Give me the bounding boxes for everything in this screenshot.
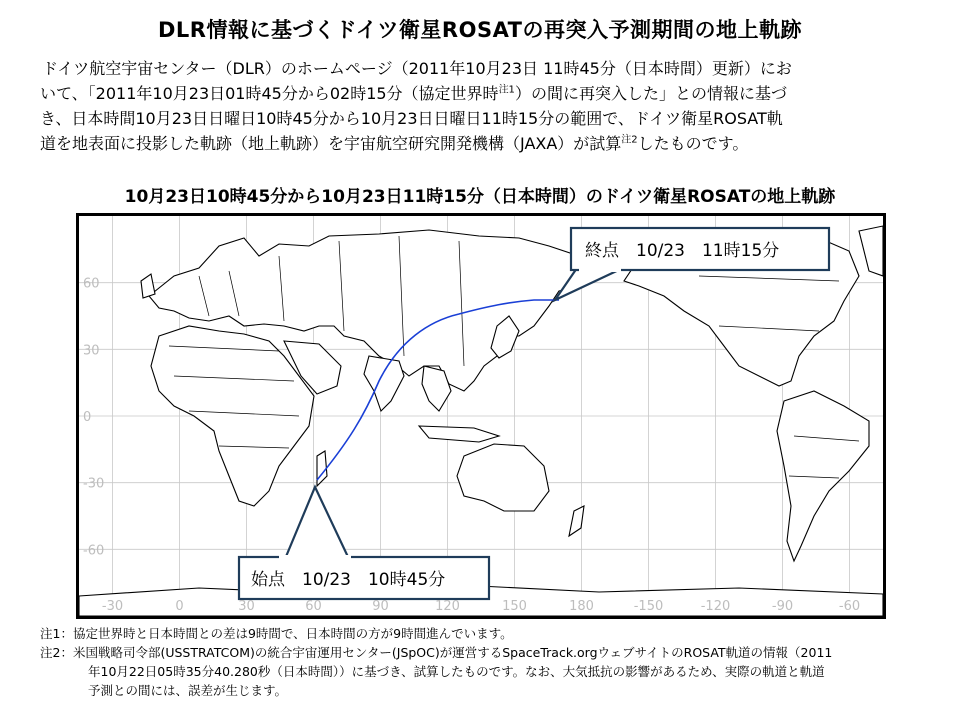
footnote-1 <box>40 624 940 643</box>
latitude-labels <box>83 277 104 559</box>
latitude-label: -60 <box>83 543 105 559</box>
footnote-ref-1: 注1 <box>498 84 515 96</box>
longitude-label: 30 <box>238 599 255 614</box>
australia-landmass <box>457 444 549 511</box>
latitude-label: 30 <box>83 343 100 359</box>
longitude-label: -60 <box>838 599 861 614</box>
greenland-landmass <box>859 226 883 276</box>
intro-line-1: ドイツ航空宇宙センター（DLR）のホームページ（2011年10月23日 11時45分（日本時間）更新）にお <box>42 59 792 78</box>
latitude-label: -30 <box>83 476 105 492</box>
footnote-2-line-2: 年10月22日05時35分40.280秒（日本時間））に基づき、試算したものです。なお、大気抵抗の影響があるため、実際の軌道と軌道 <box>88 664 825 679</box>
footnote-2-line-1: 米国戦略司令部(USSTRATCOM)の統合宇宙運用センター(JSpOC)が運営するSpaceTrack.orgウェブサイトのROSAT軌道の情報（2011 <box>72 645 833 660</box>
footnotes <box>40 624 940 700</box>
intro-line-2 <box>40 81 940 106</box>
indonesia-islands <box>419 426 499 442</box>
longitude-label: 150 <box>502 599 527 614</box>
india-landmass <box>364 356 404 411</box>
footnote-2-label: 注2： <box>40 645 73 660</box>
start-callout <box>239 487 489 599</box>
intro-paragraph <box>40 56 940 156</box>
longitude-label: 120 <box>435 599 460 614</box>
british-isles <box>141 274 155 298</box>
intro-line-3: き、日本時間10月23日日曜日10時45分から10月23日日曜日11時15分の範囲で、ドイツ衛星ROSAT軌 <box>40 109 783 128</box>
end-label: 終点 10/23 11時15分 <box>585 241 780 261</box>
longitude-label: -150 <box>633 599 664 614</box>
footnote-1-label: 注1： <box>40 626 73 641</box>
world-map-canvas <box>79 216 883 616</box>
intro-line-4-text: 道を地表面に投影した軌跡（地上軌跡）を宇宙航空研究開発機構（JAXA）が試算 <box>40 134 622 153</box>
longitude-label: 60 <box>305 599 322 614</box>
longitude-label: 0 <box>175 599 184 614</box>
intro-line-4-rest: したものです。 <box>637 134 749 153</box>
longitude-label: -90 <box>771 599 794 614</box>
latitude-label: 0 <box>83 410 92 425</box>
ground-track-map <box>76 213 886 619</box>
footnote-2-line-3: 予測との間には、誤差が生じます。 <box>88 683 288 698</box>
map-subtitle: 10月23日10時45分から10月23日11時15分（日本時間）のドイツ衛星ROSATの地上軌跡 <box>124 187 836 207</box>
footnote-ref-2: 注2 <box>621 134 638 146</box>
longitude-label: 90 <box>372 599 389 614</box>
footnote-2 <box>40 643 940 662</box>
intro-line-2-rest: ）の間に再突入した」との情報に基づ <box>514 84 787 103</box>
intro-line-4 <box>40 131 940 156</box>
longitude-label: -120 <box>700 599 731 614</box>
page-title: DLR情報に基づくドイツ衛星ROSATの再突入予測期間の地上軌跡 <box>157 18 803 42</box>
intro-line-2-text: いて、「2011年10月23日01時45分から02時15分（協定世界時 <box>40 84 499 103</box>
start-label: 始点 10/23 10時45分 <box>251 570 446 590</box>
longitude-label: -30 <box>101 599 124 614</box>
longitude-label: 180 <box>569 599 594 614</box>
latitude-label: 60 <box>83 276 100 292</box>
footnote-1-text: 協定世界時と日本時間との差は9時間で、日本時間の方が9時間進んでいます。 <box>72 626 513 641</box>
